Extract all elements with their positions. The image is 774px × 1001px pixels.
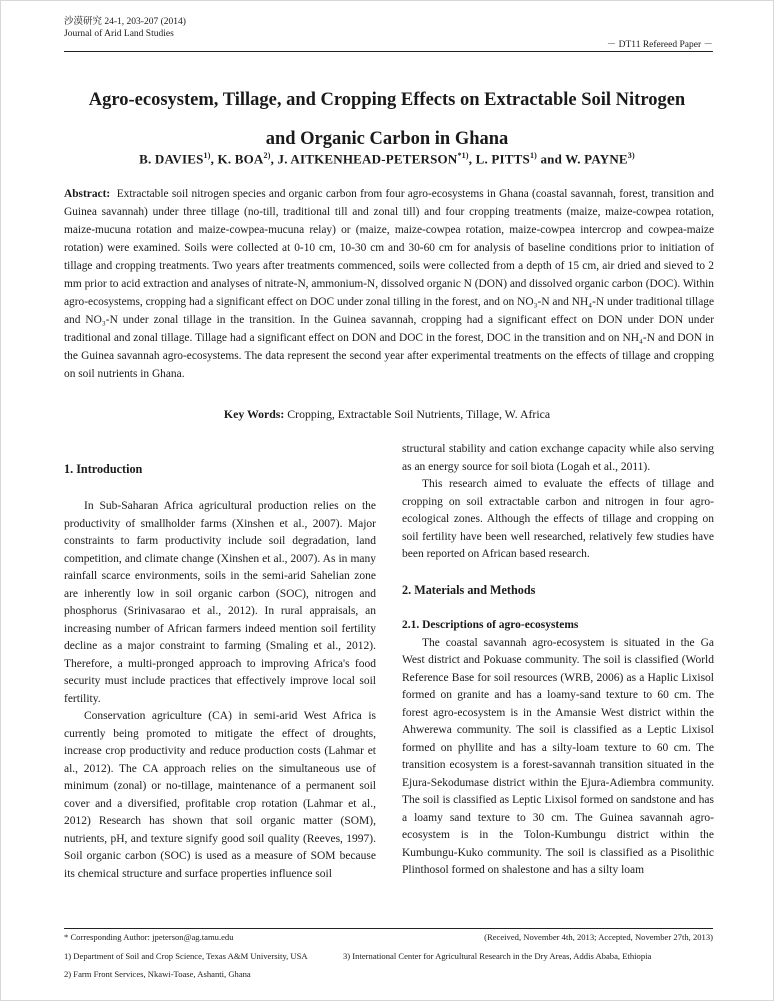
journal-reference: 沙漠研究 24-1, 203-207 (2014) — [64, 17, 186, 27]
subsection-heading: 2.1. Descriptions of agro-ecosystems — [402, 619, 579, 631]
author: W. PAYNE — [565, 151, 628, 167]
left-column — [64, 498, 376, 883]
paper-type-label: － DT11 Refereed Paper － — [606, 40, 713, 50]
right-column — [402, 441, 714, 880]
paragraph: This research aimed to evaluate the effects of tillage and cropping on soil extractable carbon and nitrogen in four agro-ecological zones. Although the effects of tillage and cropping on soil fertility have been well researched, relatively few studies have been reported on African based research. — [402, 478, 714, 560]
author-list: B. DAVIES$^{1)}$, K. BOA$^{2)}$, J. AITKENHEAD-PETERSON$^{*1)}$, L. PITTS$^{1)}$ and W. PAYNE$^{3)}$ — [139, 151, 635, 167]
keywords — [41, 407, 733, 422]
abstract-label: Abstract: — [64, 188, 111, 200]
paragraph: Conservation agriculture (CA) in semi-arid West Africa is currently being promoted to mitigate the effect of droughts, increase crop productivity and reduce production costs (Lahmar et al., 2012). The CA approach relies on the simultaneous use of minimum (zonal) or no-tillage, maintenance of a permanent soil cover and a diversified, profitable crop rotation (Lahmar et al., 2012) Research has shown that soil organic matter (SOM), nutrients, pH, and texture signify good soil quality (Reeves, 1997). Soil organic carbon (SOC) is used as a measure of SOM because its chemical structure and surface properties influence soil — [64, 710, 376, 880]
section-heading-methods: 2. Materials and Methods — [402, 582, 536, 597]
affiliation-2: 2) Farm Front Services, Nkawi-Toase, Ashanti, Ghana — [64, 969, 251, 979]
section-heading-introduction: 1. Introduction — [64, 462, 143, 476]
paragraph: structural stability and cation exchange capacity while also serving as an energy source for soil biota (Logah et al., 2011). — [402, 443, 714, 473]
author: B. DAVIES — [139, 151, 204, 167]
author: J. AITKENHEAD-PETERSON — [277, 151, 458, 167]
paragraph: In Sub-Saharan Africa agricultural production relies on the productivity of smallholder farms (Xinshen et al., 2007). Major constraints to farm productivity include soil degradation, land competition, and climate change (Xinshen et al., 2007). As in many rainfall scarce environments, soils in the semi-arid Sahelian zone are inherently low in soil organic carbon (SOC), nitrogen and phosphorus (Srinivasarao et al., 2012). In rural appraisals, an increasing number of African farmers indeed mention soil fertility decline as a major constraint to farming (Smaling et al., 2012). Therefore, a multi-pronged approach to improving Africa's food security must include practices that effectively improve local soil fertility. — [64, 500, 376, 705]
author: L. PITTS — [475, 151, 530, 167]
title-line-2: and Organic Carbon in Ghana — [265, 129, 509, 149]
keywords-text: Cropping, Extractable Soil Nutrients, Tillage, W. Africa — [287, 407, 551, 421]
paragraph: The coastal savannah agro-ecosystem is situated in the Ga West district and Pokuase community. The soil is classified (World Reference Base for soil resources (WRB, 2006) as a Haplic Lixisol formed on granite and has a loamy-sand texture to 60 cm. The forest agro-ecosystem is in the Amansie West district within the Ahwerewa community. The soil is classified as a Leptic Lixisol formed on phyllite and has a silty-loam texture to 60 cm. The transition ecosystem is a forest-savannah transition situated in the Ejura-Sekodumase district within the Ejura-Adiembra community. The soil is classified as Leptic Lixisol formed on sandstone and has a loamy sand texture to 30 cm. The Guinea savannah agro-ecosystem is in the Tolon-Kumbungu district within the Kumbungu-Kuko community. The soil is classified as a Pisolithic Plinthosol formed on shalestone and has a silty loam — [402, 636, 714, 876]
abstract-text: Extractable soil nitrogen species and organic carbon from four agro-ecosystems in Ghana (coastal savannah, forest, transition and Guinea savannah) under three tillage (no-till, traditional till and zonal till) and four cropping treatments (maize, maize-cowpea rotation, maize-mucuna rotation and maize-cowpea-mucuna relay) or (maize, maize-cowpea rotation, maize-cowpea intercrop and cowpea-maize rotation) were examined. Soils were collected at 0-10 cm, 10-30 cm and 30-60 cm for analysis of baseline conditions prior to initiation of tillage and cropping treatments. Two years after treatments commenced, soils were collected from a depth of 15 cm, air dried and sieved to 2 mm prior to acid extraction and analyses of nitrate-N, ammonium-N, dissolved organic N (DON) and dissolved organic carbon (DOC). Within agro-ecosystems, cropping had a significant effect on DOC under zonal tilling in the forest, and on NO₃-N and NH₄-N under traditional tillage and NO₃-N under zonal tillage in the transition. In the Guinea savannah, cropping had a significant effect on DON under DON under traditional and zonal tillage. Tillage had a significant effect on DON and DOC in the forest, DOC in the transition and on NH₄-N and DON in the Guinea savannah agro-ecosystems. The data represent the second year after experimental treatments on the effects of tillage and cropping on soil nutrients in Ghana. — [64, 188, 714, 380]
paper-title — [41, 81, 733, 159]
affiliation-3: 3) International Center for Agricultural Research in the Dry Areas, Addis Ababa, Ethiopia — [343, 951, 652, 961]
title-line-1: Agro-ecosystem, Tillage, and Cropping Effects on Extractable Soil Nitrogen — [88, 90, 686, 110]
received-dates: (Received, November 4th, 2013; Accepted, November 27th, 2013) — [484, 932, 713, 942]
corresponding-author: * Corresponding Author: jpeterson@ag.tamu.edu — [64, 932, 234, 942]
keywords-label: Key Words: — [223, 407, 285, 421]
header-rule — [64, 51, 713, 52]
affiliation-1: 1) Department of Soil and Crop Science, Texas A&M University, USA — [64, 951, 308, 961]
author: K. BOA — [217, 151, 264, 167]
journal-name: Journal of Arid Land Studies — [64, 29, 174, 39]
footnote-rule — [64, 928, 713, 929]
running-header-left — [64, 16, 186, 40]
abstract — [64, 185, 714, 383]
